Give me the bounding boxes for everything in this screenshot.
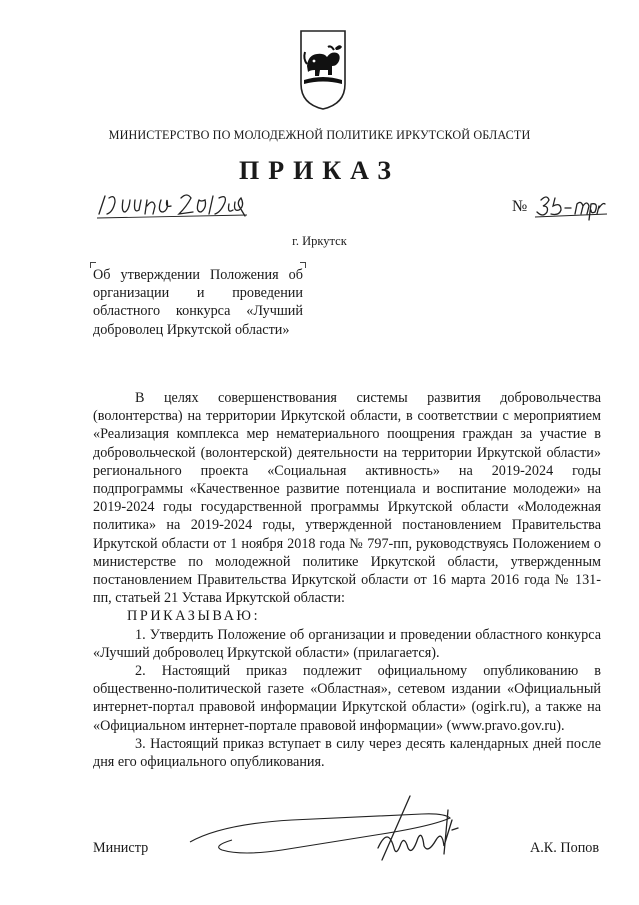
coat-of-arms-icon: [298, 28, 348, 112]
handwritten-date: [95, 188, 255, 224]
order-item-2: 2. Настоящий приказ подлежит официальному опубликованию в общественно-политической газете «Областная», сетевом издании «Официальный интернет-портал правовой информации Иркутской области» (ogirk.ru), а также на «Официальном интернет-портале правовой информации» (www.pravo.gov.ru).: [93, 663, 601, 734]
ministry-name: МИНИСТЕРСТВО ПО МОЛОДЕЖНОЙ ПОЛИТИКЕ ИРКУТСКОЙ ОБЛАСТИ: [108, 128, 531, 142]
order-item-1: 1. Утвердить Положение об организации и проведении областного конкурса «Лучший доброволец Иркутской области» (прилагается).: [93, 626, 601, 661]
signatory-name: А.К. Попов: [530, 840, 600, 856]
document-type-title: ПРИКАЗ: [238, 156, 401, 185]
city: г. Иркутск: [292, 234, 347, 248]
signatory-role: Министр: [93, 840, 149, 856]
order-number-label: №: [512, 198, 528, 215]
order-word: ПРИКАЗЫВАЮ:: [127, 608, 261, 625]
order-subject: Об утверждении Положения об организации и проведении областного конкурса «Лучший доброволец Иркутской области»: [93, 267, 303, 338]
handwritten-order-number: [533, 188, 609, 224]
signature-icon: [182, 790, 472, 880]
order-body: [93, 389, 601, 771]
order-item-3: 3. Настоящий приказ вступает в силу через десять календарных дней после дня его официального опубликования.: [93, 735, 601, 771]
preamble-paragraph: В целях совершенствования системы развития добровольчества (волонтерства) на территории Иркутской области, в соответствии с мероприятием «Реализация комплекса мер нематериального поощрения граждан за участие в добровольческой (волонтерской) деятельности на территории Иркутской области» регионального проекта «Социальная активность» на 2019-2024 годы подпрограммы «Качественное развитие потенциала и воспитание молодежи» на 2019-2024 годы государственной программы Иркутской области «Молодежная политика» на 2019-2024 годы, утвержденной постановлением Правительства Иркутской области от 1 ноября 2018 года № 797-пп, руководствуясь Положением о министерстве по молодежной политике Иркутской области, утвержденным постановлением Правительства Иркутской области от 16 марта 2016 года № 131-пп, статьей 21 Устава Иркутской области:: [93, 390, 601, 607]
